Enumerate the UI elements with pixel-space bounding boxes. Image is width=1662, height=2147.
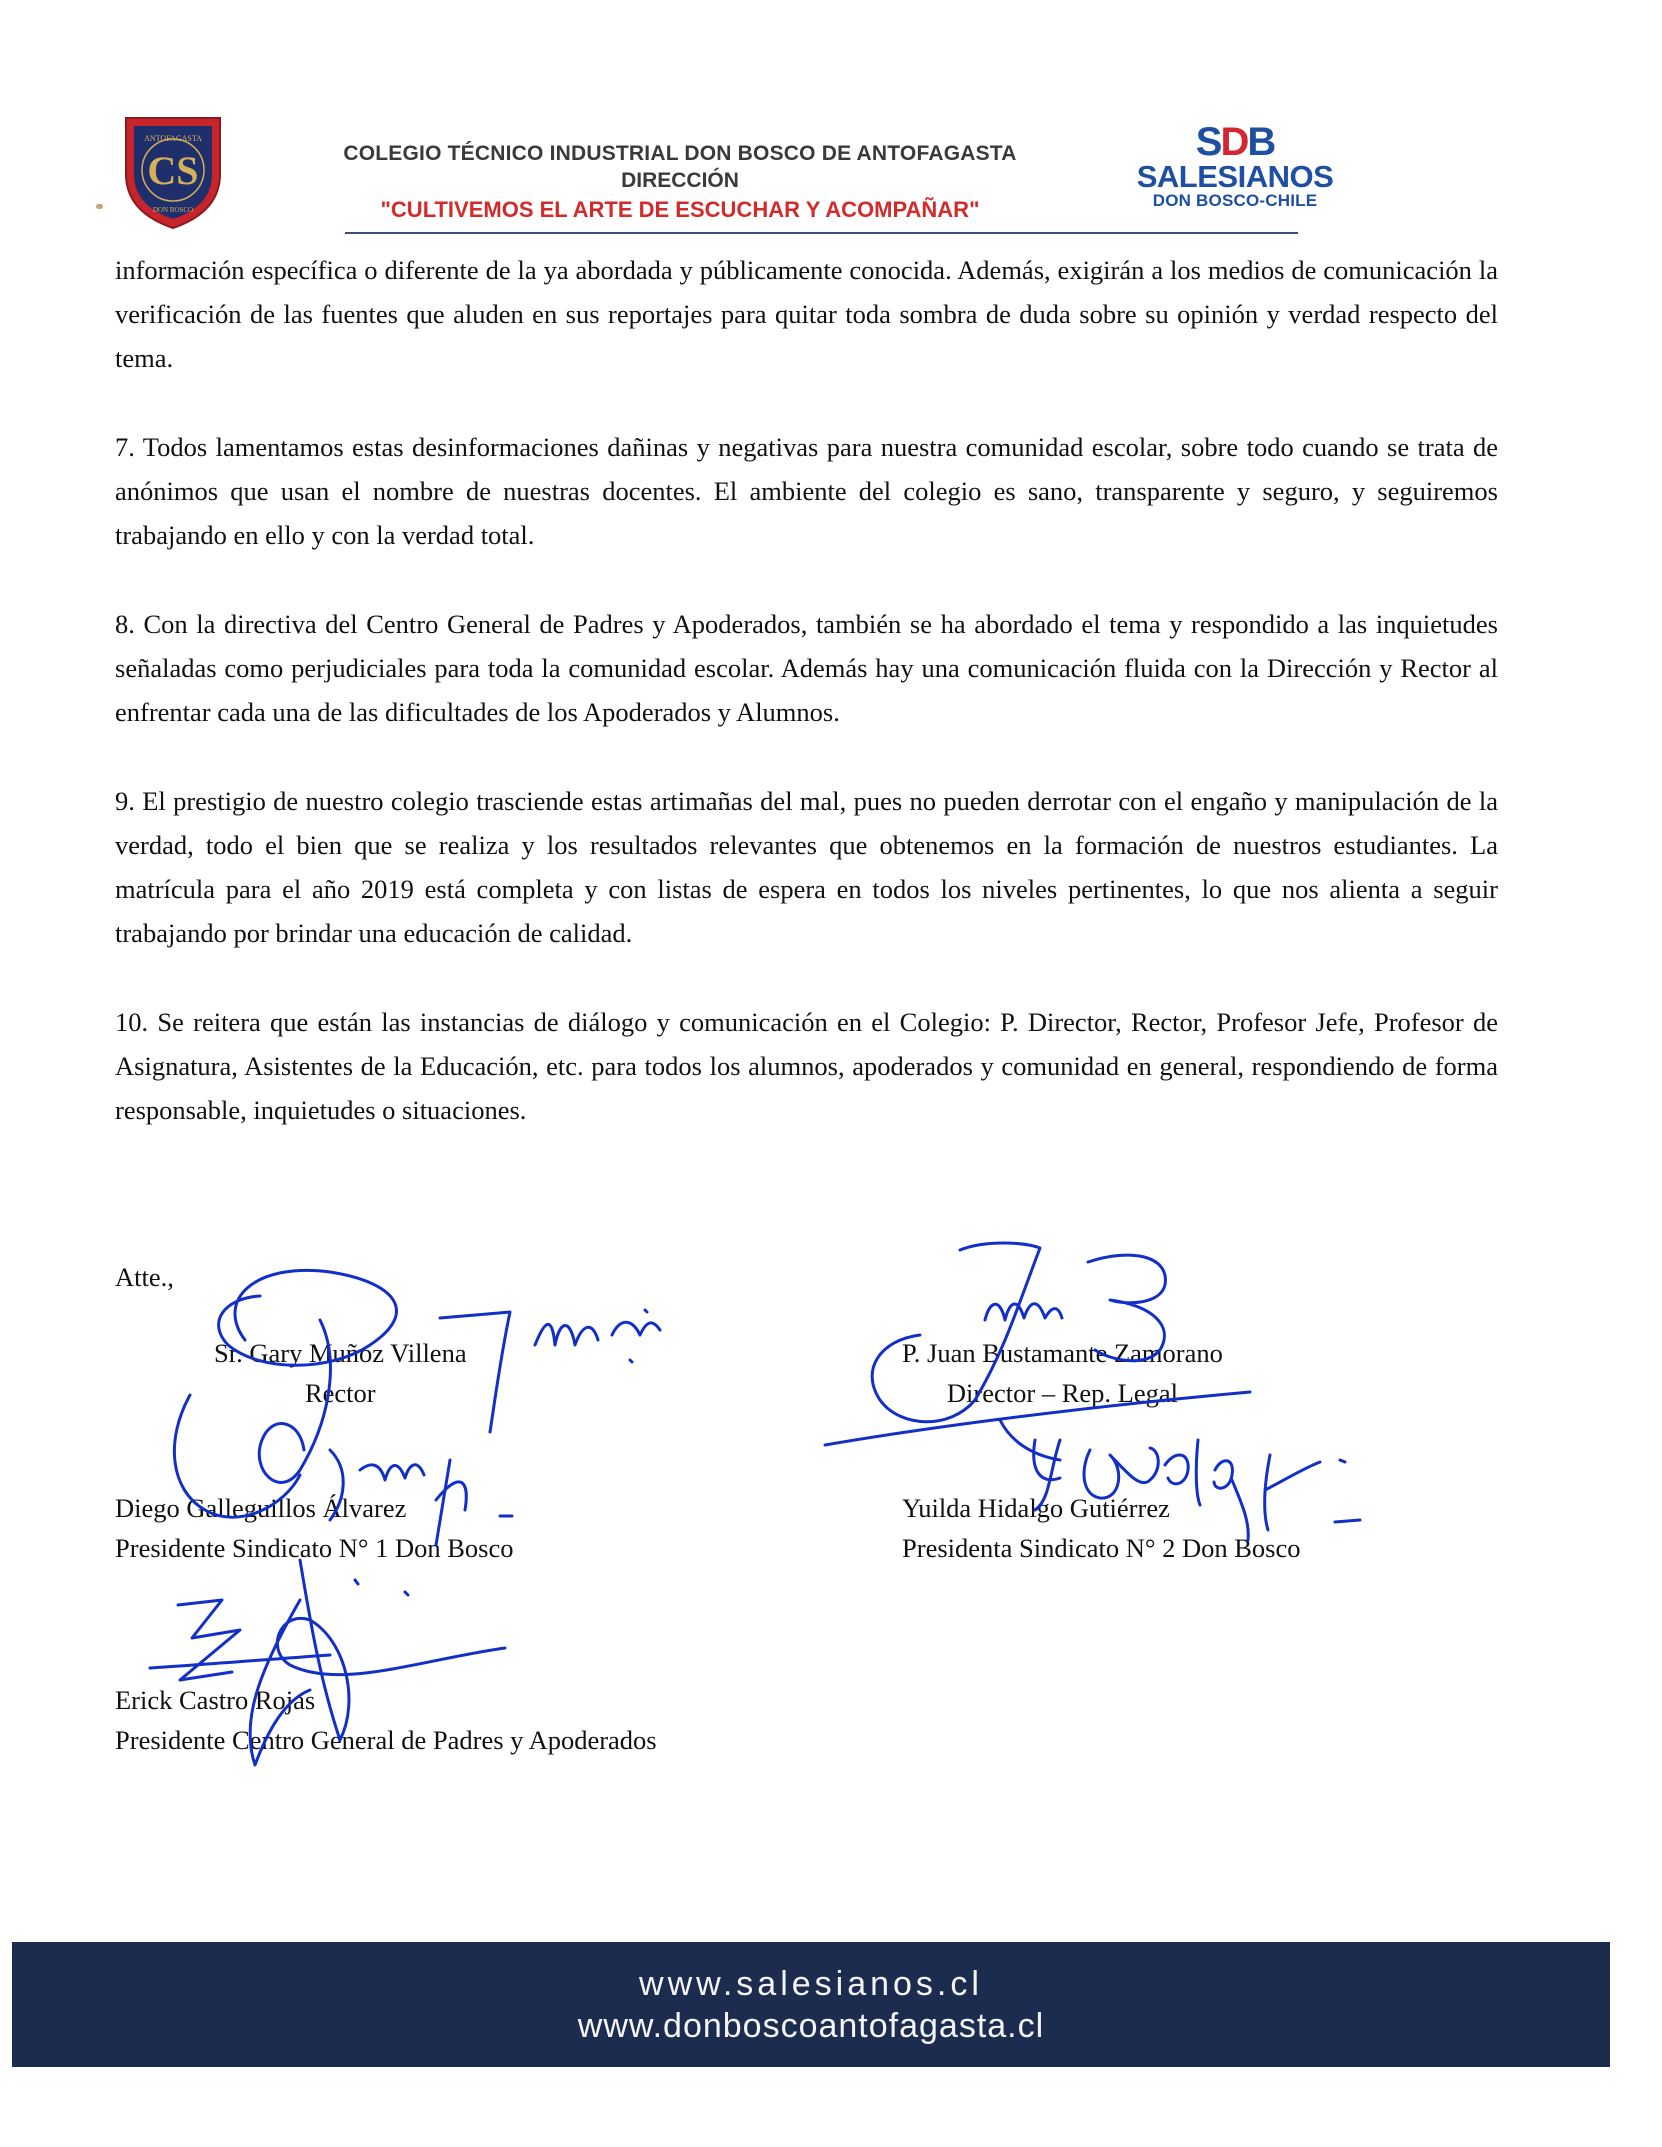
padres-name: Erick Castro Rojas [115, 1685, 316, 1715]
letter-body [115, 248, 1498, 1177]
signature-block-rector [214, 1333, 467, 1413]
school-motto: "CULTIVEMOS EL ARTE DE ESCUCHAR Y ACOMPAÑAR" [380, 197, 980, 222]
header-divider [345, 232, 1298, 234]
sdb-letter: S [1195, 120, 1221, 164]
department: DIRECCIÓN [621, 169, 739, 192]
salesianos-wordmark: SALESIANOS [1136, 159, 1334, 194]
signature-block-padres [115, 1680, 657, 1760]
sindicato-1-name: Diego Galleguillos Álvarez [115, 1493, 407, 1523]
sdb-letter: B [1247, 120, 1275, 164]
crest-top-text: ANTOFAGASTA [144, 134, 202, 143]
sdb-mark [1130, 122, 1340, 162]
rector-name: Sr. Gary Muñoz Villena [214, 1338, 467, 1368]
signature-padres [178, 1600, 240, 1680]
director-name: P. Juan Bustamante Zamorano [902, 1338, 1223, 1368]
padres-role: Presidente Centro General de Padres y Apoderados [115, 1725, 657, 1755]
crest-initials: CS [147, 148, 199, 193]
school-crest-logo [118, 112, 228, 232]
rector-role: Rector [304, 1378, 376, 1408]
sindicato-1-role: Presidente Sindicato N° 1 Don Bosco [115, 1533, 514, 1563]
sindicato-2-name: Yuilda Hidalgo Gutiérrez [902, 1493, 1170, 1523]
closing: Atte., [115, 1262, 174, 1292]
footer-banner [12, 1942, 1610, 2067]
salesianos-subtitle: DON BOSCO-CHILE [1152, 191, 1318, 210]
signature-block-sindicato-2 [902, 1488, 1300, 1568]
footer-url-salesianos[interactable]: www.salesianos.cl [639, 1964, 983, 2003]
paragraph-continuation: información específica o diferente de la ya abordada y públicamente conocida. Además, exigirán a los medios de comunicación la verificación de las fuentes que aluden en sus reportajes para quitar toda sombra de duda sobre su opinión y verdad respecto del tema. [115, 255, 1498, 373]
paragraph-10: 10. Se reitera que están las instancias de diálogo y comunicación en el Colegio: P. Director, Rector, Profesor Jefe, Profesor de Asignatura, Asistentes de la Educación, etc. para todos los alumnos, apoderados y comunidad en general, respondiendo de forma responsable, inquietudes o situaciones. [115, 1007, 1498, 1125]
sindicato-2-role: Presidenta Sindicato N° 2 Don Bosco [902, 1533, 1301, 1563]
sdb-letter: D [1220, 120, 1248, 164]
paragraph-7: 7. Todos lamentamos estas desinformaciones dañinas y negativas para nuestra comunidad escolar, sobre todo cuando se trata de anónimos que usan el nombre de nuestras docentes. El ambiente del colegio es sano, transparente y seguro, y seguiremos trabajando en ello y con la verdad total. [115, 432, 1498, 550]
school-name: COLEGIO TÉCNICO INDUSTRIAL DON BOSCO DE ANTOFAGASTA [343, 142, 1017, 165]
crest-bottom-text: DON BOSCO [152, 206, 194, 214]
footer-url-donbosco[interactable]: www.donboscoantofagasta.cl [577, 2006, 1045, 2045]
paragraph-9: 9. El prestigio de nuestro colegio trasciende estas artimañas del mal, pues no pueden derrotar con el engaño y manipulación de la verdad, todo el bien que se realiza y los resultados relevantes que obtenemos en la formación de nuestros estudiantes. La matrícula para el año 2019 está completa y con listas de espera en todos los niveles pertinentes, lo que nos alienta a seguir trabajando por brindar una educación de calidad. [115, 786, 1498, 948]
signature-block-director [902, 1333, 1223, 1413]
paragraph-8: 8. Con la directiva del Centro General de Padres y Apoderados, también se ha abordado el tema y respondido a las inquietudes señaladas como perjudiciales para toda la comunidad escolar. Además hay una comunicación fluida con la Dirección y Rector al enfrentar cada una de las dificultades de los Apoderados y Alumnos. [115, 609, 1498, 727]
salesianos-logo [1130, 122, 1340, 212]
letterhead [250, 140, 1110, 224]
director-role: Director – Rep. Legal [946, 1378, 1178, 1408]
signature-block-sindicato-1 [115, 1488, 513, 1568]
scan-speck [96, 204, 103, 209]
